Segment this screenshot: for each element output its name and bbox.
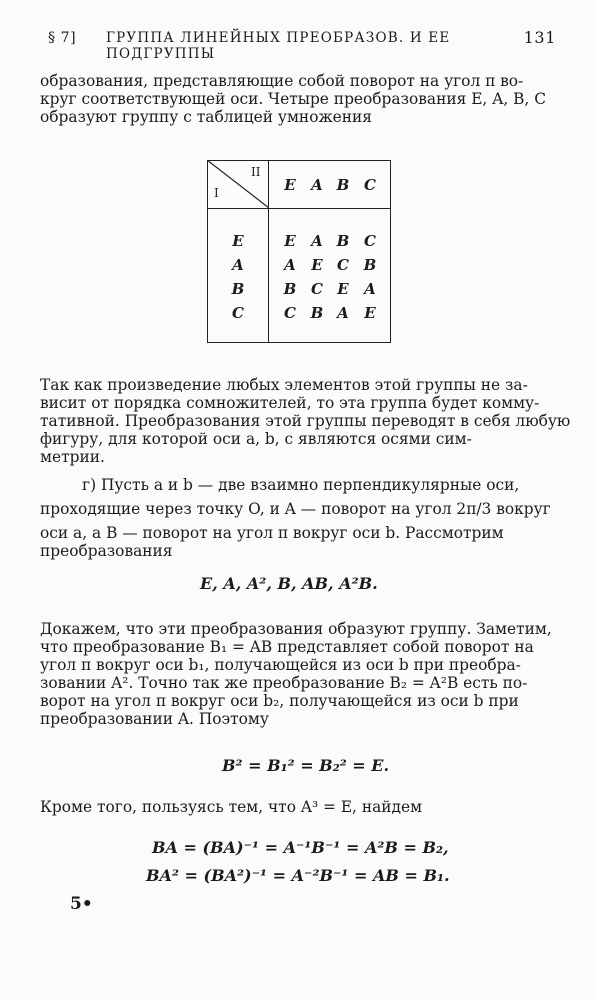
formula-ba-squared: BA² = (BA²)⁻¹ = A⁻²B⁻¹ = AB = B₁.	[146, 866, 450, 885]
row-header: B	[231, 280, 245, 298]
formula-squares: B² = B₁² = B₂² = E.	[222, 756, 390, 775]
table-horizontal-rule	[207, 208, 391, 209]
table-corner-bottom-label: I	[214, 186, 219, 200]
running-title: ГРУППА ЛИНЕЙНЫХ ПРЕОБРАЗОВ. И ЕЕ ПОДГРУППЫ	[106, 30, 451, 62]
text-line: что преобразование B₁ = AB представляет собой поворот на	[40, 638, 534, 656]
table-cell: E	[311, 256, 323, 274]
row-header: A	[232, 256, 244, 274]
page-number: 131	[523, 28, 556, 47]
table-cell: B	[363, 256, 377, 274]
formula-transformations: E, A, A², B, AB, A²B.	[200, 574, 378, 593]
cube-paragraph	[40, 798, 558, 816]
text-line: метрии.	[40, 448, 105, 466]
signature-mark: 5•	[70, 894, 93, 914]
text-line: висит от порядка сомножителей, то эта группа будет комму-	[40, 394, 540, 412]
commutativity-paragraph	[40, 376, 571, 466]
text-line: Докажем, что эти преобразования образуют группу. Заметим,	[40, 620, 552, 638]
text-line: угол π вокруг оси b₁, получающейся из оси b при преобра-	[40, 656, 521, 674]
proof-paragraph	[40, 620, 558, 728]
text-line: Кроме того, пользуясь тем, что A³ = E, найдем	[40, 798, 423, 816]
text-line: образуют группу с таблицей умножения	[40, 108, 372, 126]
col-header: B	[336, 176, 350, 194]
col-header: E	[284, 176, 296, 194]
table-cell: E	[364, 304, 376, 322]
table-cell: B	[336, 232, 350, 250]
table-cell: A	[311, 232, 323, 250]
text-line: оси a, а B — поворот на угол π вокруг оси b. Рассмотрим	[40, 524, 504, 542]
table-corner-top-label: II	[251, 165, 261, 179]
row-header: C	[232, 304, 244, 322]
text-line: преобразовании A. Поэтому	[40, 710, 269, 728]
table-cell: A	[337, 304, 349, 322]
text-line: преобразования	[40, 542, 173, 560]
text-line: проходящие через точку O, и A — поворот на угол 2π/3 вокруг	[40, 500, 551, 518]
page-header	[48, 28, 556, 62]
table-cell: C	[284, 304, 296, 322]
table-cell: A	[364, 280, 376, 298]
table-cell: B	[310, 304, 324, 322]
text-line: фигуру, для которой оси a, b, c являются осями сим-	[40, 430, 472, 448]
text-line: г) Пусть a и b — две взаимно перпендикулярные оси,	[82, 476, 520, 494]
text-line: тативной. Преобразования этой группы переводят в себя любую	[40, 412, 571, 430]
table-cell: A	[284, 256, 296, 274]
section-number: § 7]	[48, 30, 77, 46]
row-header: E	[232, 232, 244, 250]
table-cell: C	[337, 256, 349, 274]
formula-ba: BA = (BA)⁻¹ = A⁻¹B⁻¹ = A²B = B₂,	[152, 838, 449, 857]
table-cell: C	[311, 280, 323, 298]
col-header: C	[364, 176, 376, 194]
intro-paragraph	[40, 72, 558, 126]
text-line: зовании A². Точно так же преобразование B₂ = A²B есть по-	[40, 674, 528, 692]
text-line: ворот на угол π вокруг оси b₂, получающейся из оси b при	[40, 692, 519, 710]
table-cell: E	[337, 280, 349, 298]
text-line: Так как произведение любых элементов этой группы не за-	[40, 376, 528, 394]
col-header: A	[311, 176, 323, 194]
multiplication-table	[207, 160, 391, 343]
text-line: образования, представляющие собой поворот на угол π во-	[40, 72, 524, 90]
text-line: круг соответствующей оси. Четыре преобразования E, A, B, C	[40, 90, 546, 108]
table-cell: C	[364, 232, 376, 250]
table-cell: B	[283, 280, 297, 298]
table-cell: E	[284, 232, 296, 250]
example-g-paragraph	[40, 476, 558, 560]
